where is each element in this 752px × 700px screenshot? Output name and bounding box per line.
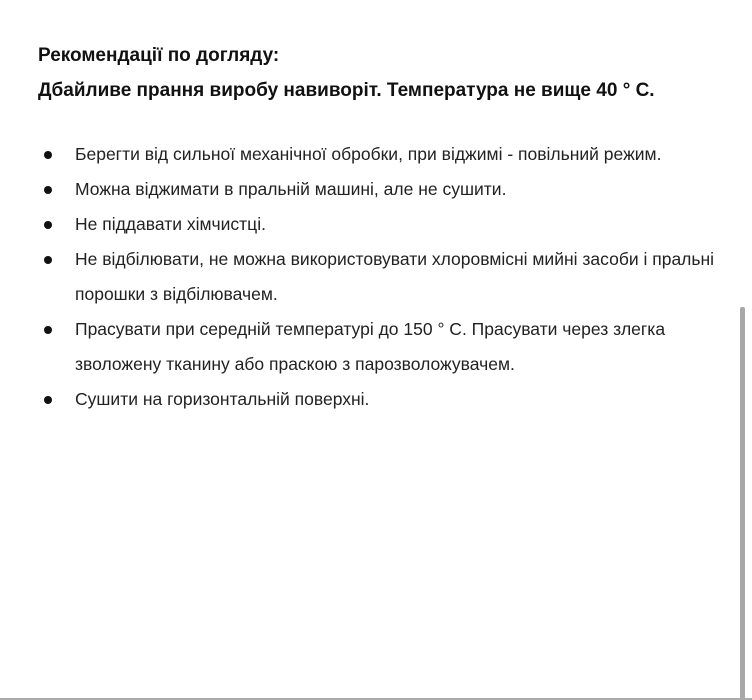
list-item: Берегти від сильної механічної обробки, при віджимі - повільний режим. <box>38 137 718 172</box>
list-item: Прасувати при середній температурі до 150 ° С. Прасувати через злегка зволожену тканину або праскою з парозволожувачем. <box>38 312 718 382</box>
bullet-icon <box>44 256 52 264</box>
care-instructions <box>38 38 718 417</box>
list-item: Не піддавати хімчистці. <box>38 207 718 242</box>
bullet-icon <box>44 221 52 229</box>
care-subtitle: Дбайливе прання виробу навиворіт. Температура не вище 40 ° С. <box>38 80 655 101</box>
list-item: Не відбілювати, не можна використовувати хлоровмісні мийні засоби і пральні порошки з відбілювачем. <box>38 242 718 312</box>
care-list <box>38 137 718 417</box>
list-item: Можна віджимати в пральній машині, але не сушити. <box>38 172 718 207</box>
bullet-icon <box>44 186 52 194</box>
scrollbar[interactable] <box>740 307 745 700</box>
care-title: Рекомендації по догляду: <box>38 45 280 66</box>
bullet-icon <box>44 396 52 404</box>
bullet-icon <box>44 326 52 334</box>
bullet-icon <box>44 151 52 159</box>
list-item: Сушити на горизонтальній поверхні. <box>38 382 718 417</box>
